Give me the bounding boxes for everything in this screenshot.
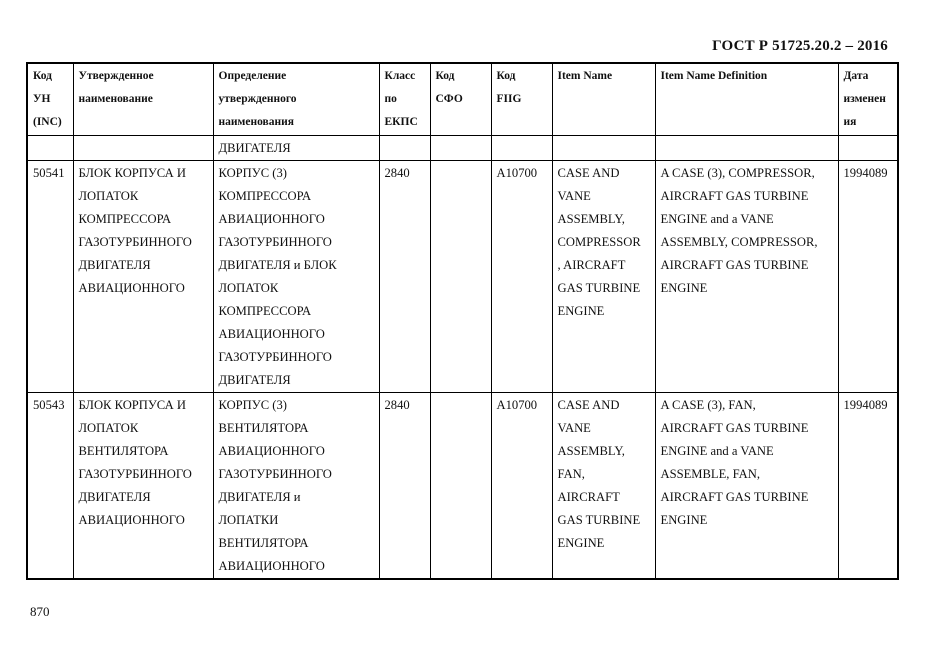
cell-line: ЛОПАТОК <box>218 281 279 295</box>
cell-line: ASSEMBLY, <box>557 444 625 458</box>
cell-line: Item Name Definition <box>660 70 768 82</box>
fiig-code-cell: A10700 <box>491 161 552 393</box>
cell-line: FIIG <box>496 93 522 105</box>
cell-line: КОМПРЕССОРА <box>218 189 312 203</box>
table-cell <box>430 136 491 161</box>
cell-line: ASSEMBLE, FAN, <box>660 467 760 481</box>
cell-line: КОМПРЕССОРА <box>78 212 172 226</box>
table-cell <box>552 136 655 161</box>
cell-line: VANE <box>557 421 591 435</box>
change-date-cell: 1994089 <box>838 393 898 580</box>
table-header-row <box>27 63 898 136</box>
item-name-registry-table <box>26 62 899 580</box>
cell-line: наименования <box>218 116 294 128</box>
definition-cell <box>213 393 379 580</box>
ekps-class-cell: 2840 <box>379 393 430 580</box>
cell-line: АВИАЦИОННОГО <box>78 513 185 527</box>
fiig-code-cell: A10700 <box>491 393 552 580</box>
cell-line: ЛОПАТОК <box>78 189 139 203</box>
cell-line: АВИАЦИОННОГО <box>218 327 325 341</box>
sfo-code-cell <box>430 393 491 580</box>
cell-line: GAS TURBINE <box>557 281 641 295</box>
cell-line: CASE AND <box>557 166 620 180</box>
cell-line: ДВИГАТЕЛЯ <box>78 490 151 504</box>
column-header-definition <box>213 63 379 136</box>
cell-line: по <box>384 93 397 105</box>
cell-line: ГАЗОТУРБИННОГО <box>218 467 332 481</box>
cell-line: утвержденного <box>218 93 297 105</box>
page-number: 870 <box>30 604 50 619</box>
cell-line: наименование <box>78 93 153 105</box>
column-header-sfo-code <box>430 63 491 136</box>
cell-line: Код <box>435 70 455 82</box>
cell-line: ГАЗОТУРБИННОГО <box>78 467 192 481</box>
cell-line: VANE <box>557 189 591 203</box>
cell-line: ЛОПАТОК <box>78 421 139 435</box>
cell-line: ДВИГАТЕЛЯ и БЛОК <box>218 258 337 272</box>
table-row <box>27 393 898 580</box>
table-cell <box>73 136 213 161</box>
cell-line: Item Name <box>557 70 613 82</box>
column-header-ekps-class <box>379 63 430 136</box>
code-cell: 50541 <box>27 161 73 393</box>
cell-line: A CASE (3), COMPRESSOR, <box>660 166 815 180</box>
cell-line: (INC) <box>33 116 62 128</box>
table-cell <box>655 136 838 161</box>
cell-line: ГАЗОТУРБИННОГО <box>218 350 332 364</box>
document-standard-header: ГОСТ Р 51725.20.2 – 2016 <box>712 38 888 54</box>
cell-line: AIRCRAFT <box>557 490 620 504</box>
cell-line: ЛОПАТКИ <box>218 513 279 527</box>
column-header-item-name <box>552 63 655 136</box>
cell-line: ГАЗОТУРБИННОГО <box>218 235 332 249</box>
item-name-definition-cell <box>655 161 838 393</box>
column-header-fiig-code <box>491 63 552 136</box>
cell-line: AIRCRAFT GAS TURBINE <box>660 189 809 203</box>
cell-line: ENGINE and a VANE <box>660 212 774 226</box>
continuation-row <box>27 136 898 161</box>
cell-line: ENGINE <box>557 536 605 550</box>
item-name-cell <box>552 161 655 393</box>
column-header-code <box>27 63 73 136</box>
cell-line: ENGINE and a VANE <box>660 444 774 458</box>
cell-line: ДВИГАТЕЛЯ <box>78 258 151 272</box>
cell-line: БЛОК КОРПУСА И <box>78 398 186 412</box>
cell-line: изменен <box>843 93 886 105</box>
cell-line: FAN, <box>557 467 585 481</box>
cell-line: АВИАЦИОННОГО <box>218 212 325 226</box>
table-cell <box>379 136 430 161</box>
cell-line: AIRCRAFT GAS TURBINE <box>660 258 809 272</box>
cell-line: GAS TURBINE <box>557 513 641 527</box>
cell-line: ASSEMBLY, <box>557 212 625 226</box>
cell-line: Класс <box>384 70 416 82</box>
cell-line: Код <box>33 70 53 82</box>
column-header-approved-name <box>73 63 213 136</box>
table-cell <box>27 136 73 161</box>
continuation-definition-cell: ДВИГАТЕЛЯ <box>213 136 379 161</box>
cell-line: ENGINE <box>660 513 708 527</box>
cell-line: АВИАЦИОННОГО <box>218 559 325 573</box>
cell-line: ия <box>843 116 857 128</box>
cell-line: БЛОК КОРПУСА И <box>78 166 186 180</box>
cell-line: AIRCRAFT GAS TURBINE <box>660 490 809 504</box>
cell-line: СФО <box>435 93 463 105</box>
cell-line: A CASE (3), FAN, <box>660 398 756 412</box>
column-header-item-name-definition <box>655 63 838 136</box>
table-cell <box>491 136 552 161</box>
approved-name-cell <box>73 161 213 393</box>
cell-line: Дата <box>843 70 869 82</box>
sfo-code-cell <box>430 161 491 393</box>
cell-line: ДВИГАТЕЛЯ и <box>218 490 301 504</box>
cell-line: ВЕНТИЛЯТОРА <box>218 421 309 435</box>
cell-line: Определение <box>218 70 287 82</box>
cell-line: АВИАЦИОННОГО <box>78 281 185 295</box>
cell-line: КОРПУС (3) <box>218 166 287 180</box>
item-name-cell <box>552 393 655 580</box>
cell-line: , AIRCRAFT <box>557 258 626 272</box>
cell-line: ВЕНТИЛЯТОРА <box>78 444 169 458</box>
change-date-cell: 1994089 <box>838 161 898 393</box>
cell-line: AIRCRAFT GAS TURBINE <box>660 421 809 435</box>
cell-line: УН <box>33 93 51 105</box>
cell-line: ENGINE <box>660 281 708 295</box>
cell-line: Утвержденное <box>78 70 154 82</box>
item-name-definition-cell <box>655 393 838 580</box>
cell-line: COMPRESSOR <box>557 235 641 249</box>
cell-line: КОРПУС (3) <box>218 398 287 412</box>
cell-line: ДВИГАТЕЛЯ <box>218 373 291 387</box>
cell-line: ВЕНТИЛЯТОРА <box>218 536 309 550</box>
cell-line: АВИАЦИОННОГО <box>218 444 325 458</box>
cell-line: ENGINE <box>557 304 605 318</box>
cell-line: ASSEMBLY, COMPRESSOR, <box>660 235 818 249</box>
cell-line: ЕКПС <box>384 116 418 128</box>
cell-line: КОМПРЕССОРА <box>218 304 312 318</box>
cell-line: CASE AND <box>557 398 620 412</box>
column-header-change-date <box>838 63 898 136</box>
table-cell <box>838 136 898 161</box>
ekps-class-cell: 2840 <box>379 161 430 393</box>
approved-name-cell <box>73 393 213 580</box>
table-row <box>27 161 898 393</box>
cell-line: Код <box>496 70 516 82</box>
code-cell: 50543 <box>27 393 73 580</box>
definition-cell <box>213 161 379 393</box>
cell-line: ГАЗОТУРБИННОГО <box>78 235 192 249</box>
